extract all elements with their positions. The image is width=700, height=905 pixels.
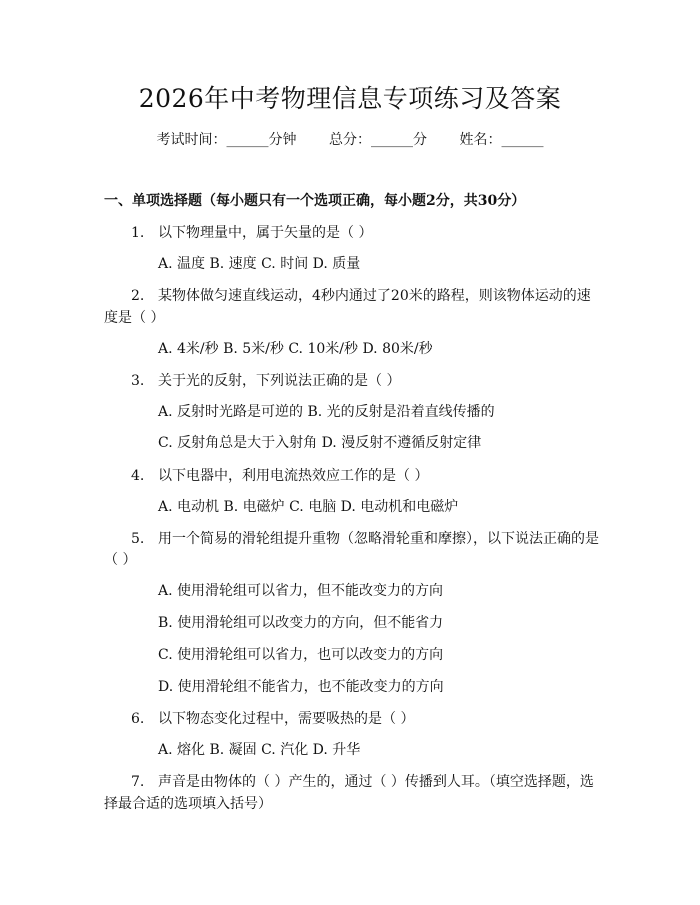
page-title: 2026年中考物理信息专项练习及答案 — [138, 84, 562, 113]
question-1 — [131, 223, 372, 243]
question-number: 4. — [131, 468, 145, 484]
question-text: 某物体做匀速直线运动，4秒内通过了20米的路程，则该物体运动的速 — [158, 288, 591, 304]
question-number: 3. — [131, 373, 145, 389]
section-heading: 一、单项选择题（每小题只有一个选项正确，每小题2分，共30分） — [104, 193, 526, 209]
question-4 — [131, 466, 428, 486]
question-5-continuation: （ ） — [104, 552, 137, 568]
question-text: 关于光的反射，下列说法正确的是（ ） — [158, 373, 401, 389]
question-number: 2. — [131, 288, 145, 304]
question-5-option-b: B. 使用滑轮组可以改变力的方向，但不能省力 — [158, 615, 444, 631]
question-3 — [131, 371, 400, 391]
exam-meta — [0, 130, 700, 150]
question-7-continuation: 择最合适的选项填入括号） — [104, 796, 272, 812]
question-text: 以下物理量中，属于矢量的是（ ） — [158, 225, 373, 241]
question-6 — [131, 709, 414, 729]
question-4-options: A. 电动机 B. 电磁炉 C. 电脑 D. 电动机和电磁炉 — [158, 499, 459, 515]
question-number: 7. — [131, 774, 145, 790]
question-text: 用一个简易的滑轮组提升重物（忽略滑轮重和摩擦），以下说法正确的是 — [158, 531, 599, 547]
question-3-options-row-1: A. 反射时光路是可逆的 B. 光的反射是沿着直线传播的 — [158, 404, 495, 420]
question-5-option-a: A. 使用滑轮组可以省力，但不能改变力的方向 — [158, 583, 444, 599]
question-3-options-row-2: C. 反射角总是大于入射角 D. 漫反射不遵循反射定律 — [158, 435, 482, 451]
question-6-options: A. 熔化 B. 凝固 C. 汽化 D. 升华 — [158, 742, 361, 758]
question-number: 1. — [131, 225, 145, 241]
question-text: 声音是由物体的（ ）产生的，通过（ ）传播到人耳。（填空选择题，选 — [158, 774, 594, 790]
question-5-option-d: D. 使用滑轮组不能省力，也不能改变力的方向 — [158, 679, 444, 695]
question-number: 6. — [131, 711, 145, 727]
question-5 — [131, 529, 599, 549]
question-text: 以下电器中，利用电流热效应工作的是（ ） — [158, 468, 429, 484]
question-2-options: A. 4米/秒 B. 5米/秒 C. 10米/秒 D. 80米/秒 — [158, 341, 433, 357]
exam-time-field: 考试时间：______分钟 — [156, 132, 297, 148]
question-number: 5. — [131, 531, 145, 547]
question-1-options: A. 温度 B. 速度 C. 时间 D. 质量 — [158, 256, 361, 272]
question-2-continuation: 度是（ ） — [104, 310, 165, 326]
question-5-option-c: C. 使用滑轮组可以省力，也可以改变力的方向 — [158, 647, 444, 663]
question-text: 以下物态变化过程中，需要吸热的是（ ） — [158, 711, 415, 727]
question-7 — [131, 772, 594, 792]
student-name-field: 姓名：______ — [459, 132, 544, 148]
total-score-field: 总分：______分 — [329, 132, 427, 148]
question-2 — [131, 286, 591, 306]
